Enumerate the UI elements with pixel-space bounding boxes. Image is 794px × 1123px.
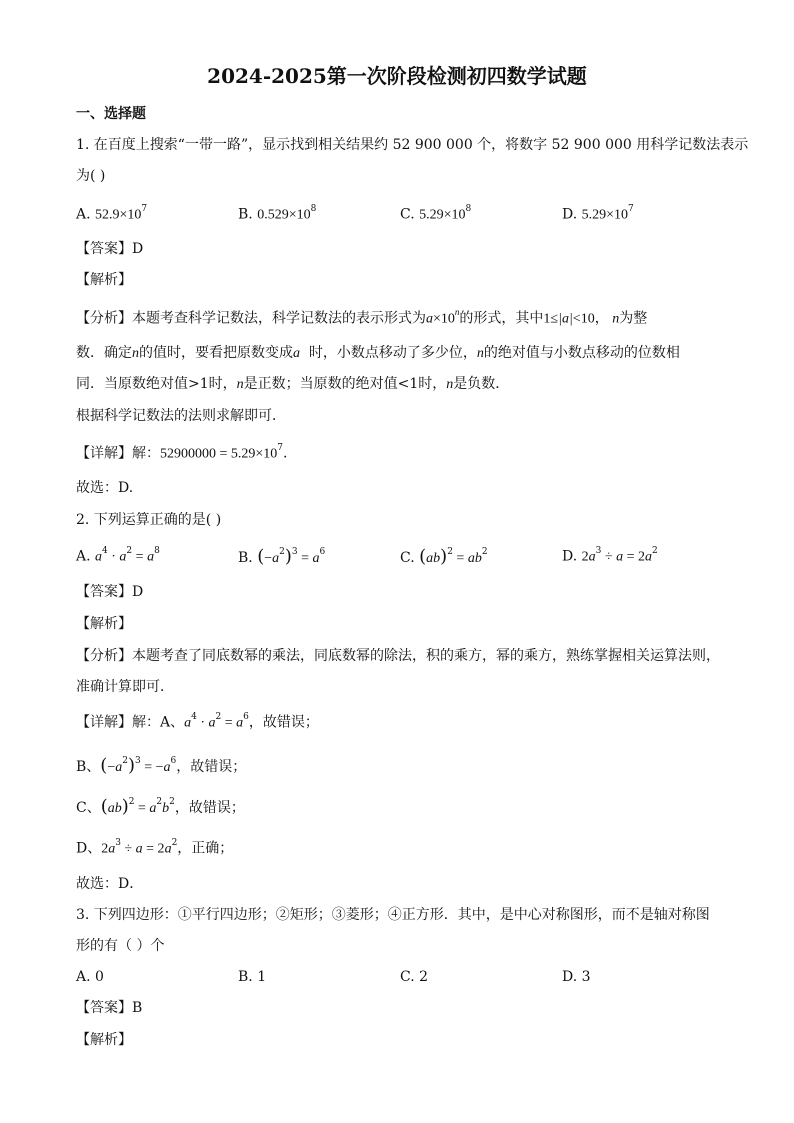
q2-detail-c: C、$(ab)^2 = a^2b^2$，故错误； [76,796,245,817]
question-2-text: 2. 下列运算正确的是( ) [76,512,222,528]
q2-option-b: B. $(-a^2)^3 = a^6$ [238,546,326,567]
q2-detail-a: 【详解】解：A、$a^4 \cdot a^2 = a^6$，故错误； [76,712,319,731]
question-3-text-cont: 形的有（ ）个 [76,938,165,954]
q1-detail: 【详解】解：$52900000 = 5.29\times 10^7$. [76,443,288,462]
q1-analysis-heading: 【解析】 [76,272,132,288]
q1-option-a: A. $52.9\times 10^7$ [76,204,148,223]
page-title: 2024-2025第一次阶段检测初四数学试题 [207,64,587,88]
q1-analysis-line-1: 【分析】本题考查科学记数法，科学记数法的表示形式为$a\times 10^n$的形式，其中1≤|a|<10， n为整 [76,307,648,327]
q3-option-c: C. 2 [400,969,429,985]
section-heading: 一、选择题 [76,106,146,122]
q1-analysis-line-2: 数．确定n的值时，要看把原数变成a 时，小数点移动了多少位，n的绝对值与小数点移动的位数相 [76,345,680,361]
q1-analysis-line-3: 同．当原数绝对值>1时，n是正数；当原数的绝对值<1时，n是负数． [76,376,510,392]
question-3-text: 3. 下列四边形：①平行四边形；②矩形；③菱形；④正方形．其中，是中心对称图形，而不是轴对称图 [76,907,710,923]
q1-option-d: D. $5.29\times 10^7$ [562,204,634,223]
q2-option-c: C. $(ab)^2 = ab^2$ [400,546,488,567]
question-1-text-cont: 为( ) [76,168,106,184]
q2-analysis-line-1: 【分析】本题考查了同底数幂的乘法，同底数幂的除法，积的乘方，幂的乘方，熟练掌握相关运算法则， [76,648,720,664]
q1-option-b: B. $0.529\times 10^8$ [238,204,317,223]
q1-choice: 故选：D. [76,480,134,496]
q1-answer: 【答案】D [76,241,144,257]
q1-analysis-line-4: 根据科学记数法的法则求解即可． [76,408,286,424]
q2-analysis-line-2: 准确计算即可． [76,679,174,695]
q2-detail-d: D、$2a^3 \div a = 2a^2$，正确； [76,838,234,857]
q3-option-b: B. 1 [238,969,267,985]
q3-option-d: D. 3 [562,969,591,985]
question-1-text: 1. 在百度上搜索“一带一路”，显示找到相关结果约 52 900 000 个，将数字 52 900 000 用科学记数法表示 [76,137,749,153]
q3-answer: 【答案】B [76,1000,143,1016]
q1-option-c: C. $5.29\times 10^8$ [400,204,472,223]
q3-option-a: A. 0 [76,969,104,985]
q2-analysis-heading: 【解析】 [76,616,132,632]
q2-answer: 【答案】D [76,584,144,600]
q2-choice: 故选：D． [76,876,144,892]
q2-detail-b: B、$(-a^2)^3 = -a^6$，故错误； [76,755,247,776]
q3-analysis-heading: 【解析】 [76,1032,132,1048]
q2-option-d: D. $2a^3 \div a = 2a^2$ [562,546,658,565]
q2-option-a: A. $a^4 \cdot a^2 = a^8$ [76,546,160,565]
